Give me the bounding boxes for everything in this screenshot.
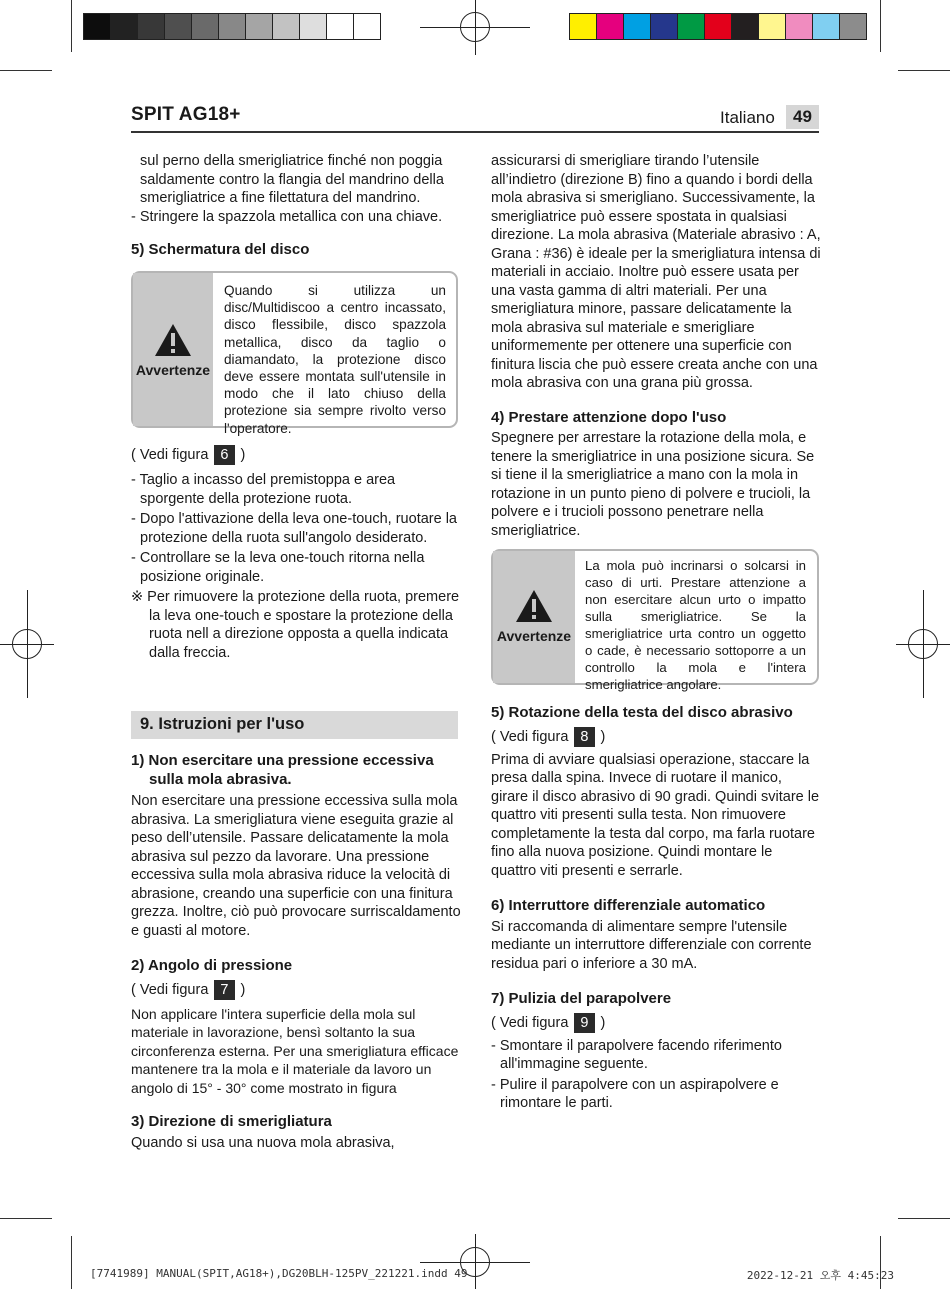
warning-label: Avvertenze (496, 628, 572, 644)
color-swatch (596, 13, 624, 40)
header-rule (131, 131, 819, 133)
paragraph-rcd: Si raccomanda di alimentare sempre l'utensile mediante un interruttore differenziale con corrente residua pari o inferiore a 30 mA. (491, 918, 812, 972)
page-title: SPIT AG18+ (131, 104, 241, 125)
paragraph-after-use: Spegnere per arrestare la rotazione della mola, e tenere la smerigliatrice in una posizione sicura. Se si tiene il la smerigliatrice a mano con la mola in rotazione in un punto pieno di polvere e trucioli, la polvere e i trucioli possono penetrare nella smerigliatrice. (491, 430, 815, 539)
heading-after-use: 4) Prestare attenzione dopo l'uso (491, 408, 727, 426)
left-column (131, 152, 461, 260)
heading-head-rotation: 5) Rotazione della testa del disco abrasivo (491, 704, 793, 721)
paragraph-direction-cont: assicurarsi di smerigliare tirando l’utensile all’indietro (direzione B) fino a quando i bordi della mola abrasiva si smerigliano. Successivamente, la smerigliatrice può essere spostata in qualsiasi direzione. La mola abrasiva (Materiale abrasivo : A, Grana : #36) è ideale per la smerigliatura intensa di materiali in acciaio. Inoltre può essere usata per una vasta gamma di altri materiali. Per una smerigliatura minore, passare delicatamente la mola abrasiva sul materiale e smerigliare uniformemente per ottenere una superficie con finitura liscia che può essere creata anche con una mola abrasiva con una grana più grossa. (491, 153, 821, 391)
gray-swatch (137, 13, 165, 40)
crop-mark (0, 70, 52, 71)
warning-text: Quando si utilizza un disc/Multidiscoo a centro incassato, disco flessibile, disco spazzola metallica, disco da taglio o diamandato, la protezione disco deve essere montata sull'utensile in modo che il lato chiuso della protezione sia sempre rivolto verso l'operatore. (224, 283, 446, 436)
color-swatch (623, 13, 651, 40)
heading-disc-guard: 5) Schermatura del disco (131, 241, 310, 258)
figure-number-badge: 8 (574, 727, 594, 747)
paragraph-direction-start: Quando si usa una nuova mola abrasiva, (131, 1134, 395, 1151)
crop-mark (898, 70, 950, 71)
warning-box-wheel (491, 549, 819, 692)
gray-swatch (299, 13, 327, 40)
bullet-wrench: - Stringere la spazzola metallica con una chiave. (131, 208, 443, 225)
section-header: 9. Istruzioni per l'uso (131, 711, 458, 739)
figure-reference: ( Vedi figura 8 ) (491, 728, 606, 745)
figure-reference: ( Vedi figura 7 ) (131, 981, 246, 998)
figure-reference: ( Vedi figura 9 ) (491, 1014, 606, 1031)
color-swatch (650, 13, 678, 40)
left-column-lower (131, 445, 461, 662)
gray-swatch (83, 13, 111, 40)
footer-timestamp: 2022-12-21 오후 4:45:23 (746, 1269, 894, 1282)
color-swatch (812, 13, 840, 40)
warning-triangle-icon (515, 589, 553, 623)
list-item: - Taglio a incasso del premistoppa e area sporgente della protezione ruota. (131, 472, 396, 507)
figure-number-badge: 9 (574, 1013, 594, 1033)
gray-swatch (326, 13, 354, 40)
crop-mark (71, 0, 72, 52)
warning-side-panel (133, 273, 213, 426)
right-column (491, 152, 821, 540)
footer-file-info: [7741989] MANUAL(SPIT,AG18+),DG20BLH-125PV_221221.indd 49 (90, 1267, 468, 1280)
paragraph-head-rotation: Prima di avviare qualsiasi operazione, staccare la presa dalla spina. Invece di ruotare il manico, girare il disco abrasivo di 90 gradi. Quindi svitare le quattro viti presenti sulla testa. Non rimuovere completamente la testa dal corpo, ma farla ruotare fino alla nuova posizione. Quindi montare le quattro viti presenti e serrarle. (491, 751, 820, 879)
warning-triangle-icon (154, 323, 192, 357)
heading-rcd: 6) Interruttore differenziale automatico (491, 897, 766, 914)
gray-swatch (272, 13, 300, 40)
list-item: - Controllare se la leva one-touch ritorna nella posizione originale. (131, 550, 425, 585)
gray-swatch (245, 13, 273, 40)
crop-mark (0, 1218, 52, 1219)
page-number: 49 (786, 105, 819, 129)
heading-pressure-angle: 2) Angolo di pressione (131, 957, 293, 974)
color-swatch (704, 13, 732, 40)
list-item: - Smontare il parapolvere facendo riferimento all'immagine seguente. (491, 1037, 782, 1072)
figure-number-badge: 7 (214, 980, 234, 1000)
crop-mark (71, 1236, 72, 1289)
color-swatch (731, 13, 759, 40)
color-swatch (785, 13, 813, 40)
paragraph-pressure: Non esercitare una pressione eccessiva sulla mola abrasiva. La smerigliatura viene eseguita grazie al peso dell’utensile. Passare delicatamente la mola abrasiva sul pezzo da lavorare. Una pressione eccessiva sulla mola abrasiva riduce la velocità di abrasione, creando una superficie con una finitura grezza. Inoltre, ciò può provocare surriscaldamento e guasti al motore. (131, 793, 461, 939)
color-swatch (839, 13, 867, 40)
crop-mark (898, 1218, 950, 1219)
gray-swatch (353, 13, 381, 40)
list-item: - Dopo l'attivazione della leva one-touch, ruotare la protezione della ruota sull'angolo desiderato. (131, 511, 457, 546)
figure-reference: ( Vedi figura 6 ) (131, 447, 246, 463)
figure-number-badge: 6 (214, 445, 234, 465)
heading-no-excess-pressure: 1) Non esercitare una pressione eccessiva sulla mola abrasiva. (131, 752, 434, 788)
warning-text: La mola può incrinarsi o solcarsi in caso di urti. Prestare attenzione a non esercitare alcun urto o impatto sulla smerigliatrice. Se la smerigliatrice urta contro un oggetto o cade, è necessario sottoporre a un controllo la mola e l'intera smerigliatrice angolare. (585, 558, 806, 692)
gray-swatch (191, 13, 219, 40)
heading-grinding-direction: 3) Direzione di smerigliatura (131, 1113, 332, 1130)
paragraph-angle: Non applicare l'intera superficie della mola sul materiale in lavorazione, bensì soltanto la sua circonferenza esterna. Per una smerigliatura efficace mantenere tra la mola e il materiale da lavoro un angolo di 15° - 30° come mostrato in figura (131, 1005, 459, 1096)
gray-swatch (218, 13, 246, 40)
warning-side-panel (493, 551, 575, 683)
warning-label: Avvertenze (135, 362, 211, 378)
color-swatch (758, 13, 786, 40)
right-column-lower (491, 704, 821, 1113)
warning-box-disc (131, 271, 458, 436)
gray-swatch (110, 13, 138, 40)
list-item: - Pulire il parapolvere con un aspirapolvere e rimontare le parti. (491, 1076, 779, 1111)
intro-paragraph: sul perno della smerigliatrice finché non poggia saldamente contro la flangia del mandrino della smerigliatrice a fine filettatura del mandrino. (140, 153, 444, 206)
note-item: ※ Per rimuovere la protezione della ruota, premere la leva one-touch e spostare la protezione della ruota nell a direzione opposta a quella indicata dalla freccia. (131, 589, 460, 661)
color-swatch (677, 13, 705, 40)
heading-dust-guard: 7) Pulizia del parapolvere (491, 990, 672, 1007)
color-swatch (569, 13, 597, 40)
language-label: Italiano (720, 108, 775, 127)
left-column-instructions (131, 752, 461, 1152)
gray-swatch (164, 13, 192, 40)
crop-mark (880, 0, 881, 52)
